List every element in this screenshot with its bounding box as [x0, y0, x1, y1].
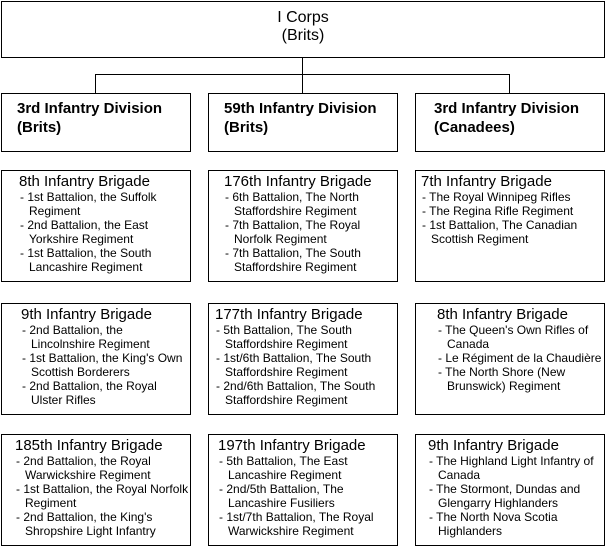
unit-item: - 1st Battalion, the South Lancashire Regiment: [19, 246, 190, 274]
brigade-title: 197th Infantry Brigade: [218, 437, 366, 454]
brigade-title: 9th Infantry Brigade: [21, 306, 152, 323]
unit-item: - 1st Battalion, the Royal Norfolk Regiment: [15, 482, 190, 510]
brigade-title: 9th Infantry Brigade: [428, 437, 559, 454]
brigade-title: 8th Infantry Brigade: [19, 173, 150, 190]
brigade-box-9th-canadees: [415, 434, 605, 546]
division-box-3rd-brits: [1, 93, 191, 152]
division-box-3rd-canadees: [415, 93, 605, 152]
brigade-title: 7th Infantry Brigade: [421, 173, 552, 190]
connector-division-1: [95, 74, 96, 93]
unit-item: - The Queen's Own Rifles of Canada: [437, 323, 604, 351]
brigade-title: 177th Infantry Brigade: [215, 306, 363, 323]
brigade-box-197th: [208, 434, 398, 546]
unit-item: - 2nd Battalion, the East Yorkshire Regiment: [19, 218, 190, 246]
division-nationality: (Brits): [224, 119, 269, 136]
brigade-box-177th: [208, 303, 398, 415]
unit-item: - 7th Battalion, The South Staffordshire Regiment: [224, 246, 397, 274]
unit-item: - The Royal Winnipeg Rifles: [421, 190, 604, 204]
unit-item: - The Highland Light Infantry of Canada: [428, 454, 604, 482]
connector-division-3: [509, 74, 510, 93]
brigade-box-8th-canadees: [415, 303, 605, 415]
unit-item: - 6th Battalion, The North Staffordshire Regiment: [224, 190, 397, 218]
unit-item: - 2nd Battalion, the Royal Warwickshire Regiment: [15, 454, 190, 482]
unit-item: - 1st/6th Battalion, The South Staffordshire Regiment: [215, 351, 397, 379]
brigade-box-185th: [1, 434, 191, 546]
division-name: 3rd Infantry Division: [434, 100, 580, 117]
brigade-box-9th-brits: [1, 303, 191, 415]
brigade-title: 185th Infantry Brigade: [15, 437, 163, 454]
connector-corps-down: [302, 58, 303, 74]
unit-item: - Le Régiment de la Chaudière: [437, 351, 604, 365]
unit-item: - 7th Battalion, The Royal Norfolk Regiment: [224, 218, 397, 246]
unit-item: - 5th Battalion, The East Lancashire Regiment: [218, 454, 397, 482]
unit-item: - The North Nova Scotia Highlanders: [428, 510, 604, 538]
division-box-59th: [208, 93, 398, 152]
unit-item: - 1st/7th Battalion, The Royal Warwickshire Regiment: [218, 510, 397, 538]
brigade-title: 176th Infantry Brigade: [224, 173, 372, 190]
unit-item: - 1st Battalion, the King's Own Scottish Borderers: [21, 351, 190, 379]
corps-name: I Corps: [277, 9, 329, 26]
brigade-box-7th-canadees: [415, 170, 605, 282]
division-nationality: (Canadees): [434, 119, 515, 136]
unit-item: - 2nd Battalion, the Lincolnshire Regiment: [21, 323, 190, 351]
connector-division-2: [302, 74, 303, 93]
unit-item: - 1st Battalion, the Suffolk Regiment: [19, 190, 190, 218]
unit-item: - 2nd Battalion, the King's Shropshire Light Infantry: [15, 510, 190, 538]
unit-item: - The Stormont, Dundas and Glengarry Highlanders: [428, 482, 604, 510]
division-nationality: (Brits): [17, 119, 62, 136]
corps-nationality: (Brits): [281, 27, 325, 44]
unit-item: - The Regina Rifle Regiment: [421, 204, 604, 218]
brigade-box-176th: [208, 170, 398, 282]
division-name: 59th Infantry Division: [224, 100, 377, 117]
brigade-box-8th-brits: [1, 170, 191, 282]
unit-item: - 2nd/6th Battalion, The South Staffordshire Regiment: [215, 379, 397, 407]
brigade-title: 8th Infantry Brigade: [437, 306, 568, 323]
corps-box: [1, 1, 605, 58]
unit-item: - The North Shore (New Brunswick) Regiment: [437, 365, 604, 393]
unit-item: - 1st Battalion, The Canadian Scottish Regiment: [421, 218, 604, 246]
division-name: 3rd Infantry Division: [17, 100, 163, 117]
unit-item: - 2nd/5th Battalion, The Lancashire Fusiliers: [218, 482, 397, 510]
unit-item: - 5th Battalion, The South Staffordshire Regiment: [215, 323, 397, 351]
unit-item: - 2nd Battalion, the Royal Ulster Rifles: [21, 379, 190, 407]
